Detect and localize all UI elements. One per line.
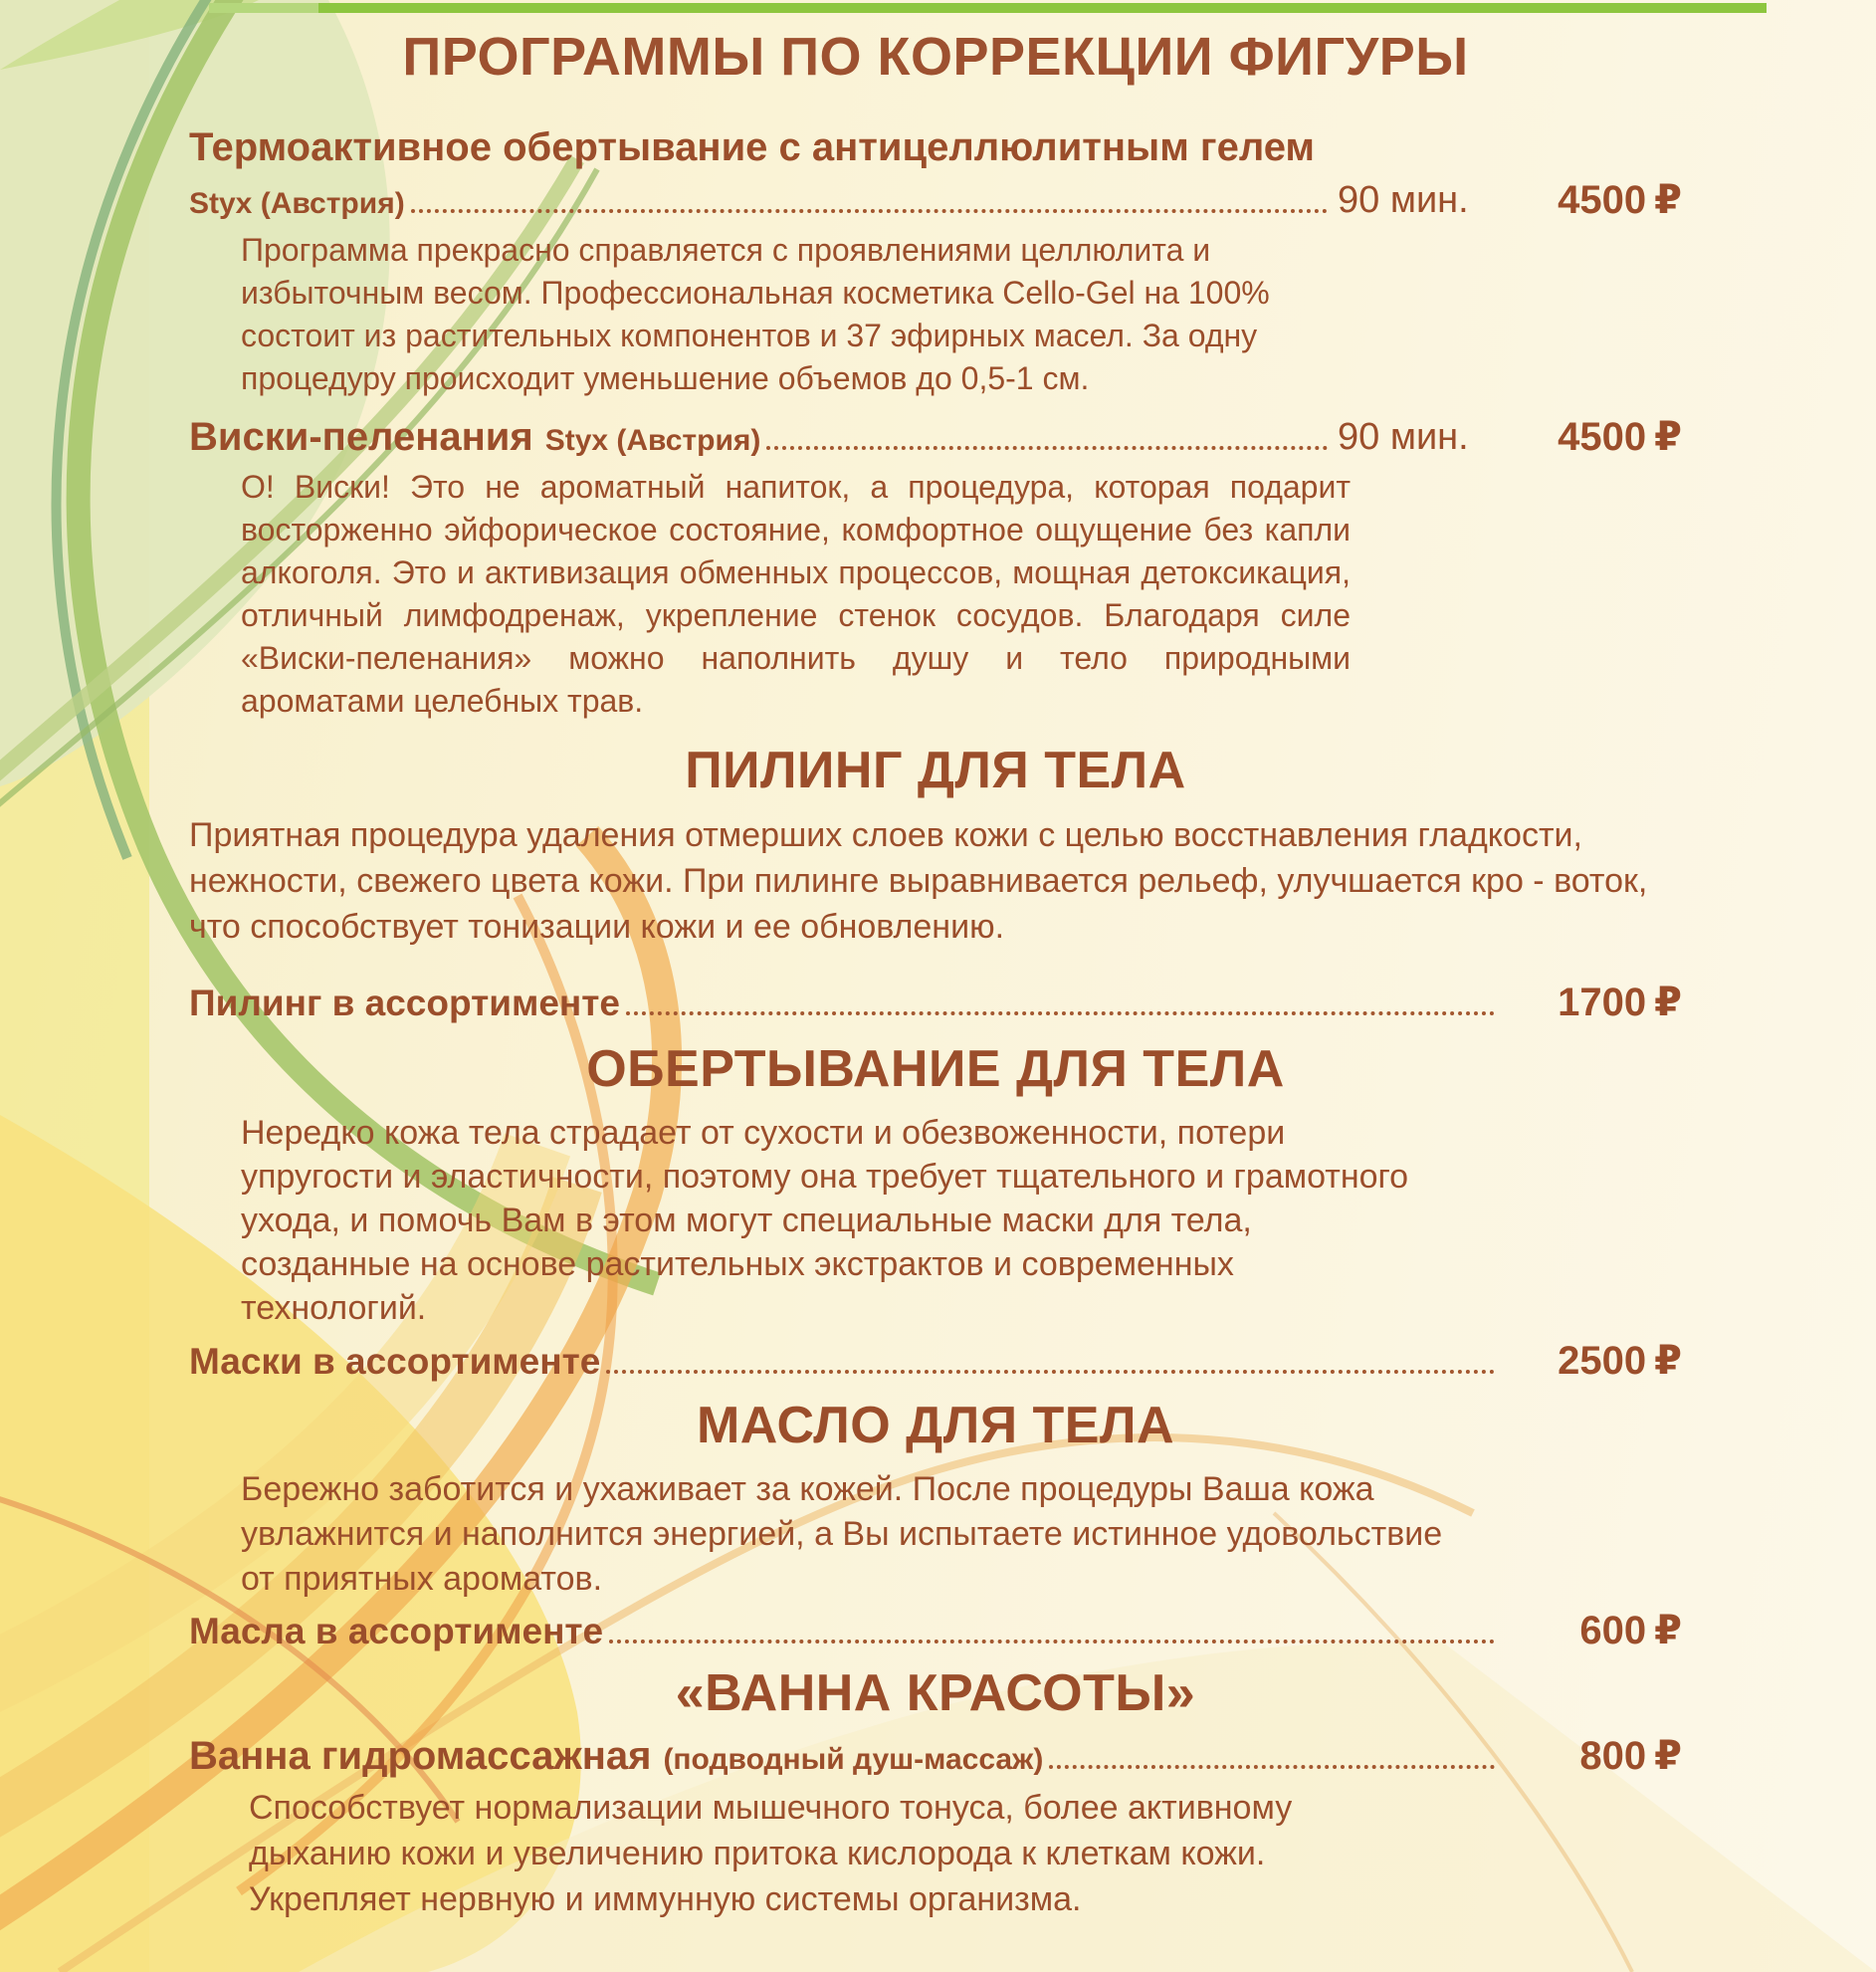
section-title-oil: МАСЛО ДЛЯ ТЕЛА xyxy=(696,1397,1175,1454)
section-wrap xyxy=(189,1039,1682,1384)
service-brand: Styx (Австрия) xyxy=(544,424,761,457)
ruble-sign: ₽ xyxy=(1654,980,1682,1025)
page-title: ПРОГРАММЫ ПО КОРРЕКЦИИ ФИГУРЫ xyxy=(402,27,1469,87)
dot-leader xyxy=(626,1011,1495,1015)
section-intro-wrap: Нередко кожа тела страдает от сухости и обезвоженности, потери упругости и эластичности, поэтому она требует тщательного и грамотного ухода, и помочь Вам в этом могут специальные маски для тела, созданные на основе растительных экстрактов и современных технологий. xyxy=(241,1114,1409,1327)
price-value: 600 xyxy=(1579,1609,1647,1652)
price-value: 4500 xyxy=(1558,178,1647,222)
price-value: 1700 xyxy=(1558,981,1647,1024)
service-price xyxy=(1505,1338,1682,1384)
dot-leader xyxy=(766,446,1328,450)
price-value: 4500 xyxy=(1558,415,1647,459)
price-row-hydro-bath xyxy=(189,1733,1682,1779)
section-correction xyxy=(189,123,1682,723)
price-row-masks xyxy=(189,1338,1682,1384)
service-description-whisky: О! Виски! Это не ароматный напиток, а процедура, которая подарит восторженно эйфорическое состояние, комфортное ощущение без капли алкоголя. Это и активизация обменных процессов, мощная детоксикация, отличный лимфодренаж, укрепление стенок сосудов. Благодаря силе «Виски-пеленания» можно наполнить душу и тело природными ароматами целебных трав. xyxy=(241,469,1351,719)
price-row-whisky xyxy=(189,414,1682,460)
service-duration: 90 мин. xyxy=(1338,416,1469,459)
service-price xyxy=(1505,177,1682,223)
price-value: 800 xyxy=(1579,1734,1647,1778)
service-note: (подводный душ-массаж) xyxy=(663,1743,1044,1776)
dot-leader xyxy=(1049,1765,1495,1769)
service-price xyxy=(1505,980,1682,1025)
service-name: Маски в ассортименте xyxy=(189,1340,601,1382)
service-name: Виски-пеленания xyxy=(189,415,533,459)
ruble-sign: ₽ xyxy=(1654,177,1682,223)
service-duration: 90 мин. xyxy=(1338,179,1469,222)
service-heading-thermo: Термоактивное обертывание с антицеллюлитным гелем xyxy=(189,125,1316,169)
service-name: Пилинг в ассортименте xyxy=(189,982,620,1023)
price-row-peeling xyxy=(189,980,1682,1025)
service-price xyxy=(1505,1733,1682,1779)
price-row-oils xyxy=(189,1608,1682,1653)
dot-leader xyxy=(609,1640,1495,1643)
ruble-sign: ₽ xyxy=(1654,1733,1682,1779)
section-intro-peeling: Приятная процедура удаления отмерших слоев кожи с целью восстнавления гладкости, нежности, свежего цвета кожи. При пилинге выравнивается рельеф, улучшается кро - воток, что способствует тонизации кожи и ее обновлению. xyxy=(189,816,1648,946)
dot-leader xyxy=(606,1370,1495,1374)
dot-leader xyxy=(411,209,1328,213)
service-price xyxy=(1505,1608,1682,1653)
section-title-wrap: ОБЕРТЫВАНИЕ ДЛЯ ТЕЛА xyxy=(586,1040,1285,1098)
ruble-sign: ₽ xyxy=(1654,414,1682,460)
service-price xyxy=(1505,414,1682,460)
service-brand: Styx (Австрия) xyxy=(189,187,405,220)
section-bath xyxy=(189,1663,1682,1922)
service-name: Ванна гидромассажная xyxy=(189,1734,652,1778)
price-list-content xyxy=(189,0,1682,1922)
ruble-sign: ₽ xyxy=(1654,1338,1682,1384)
price-row-thermo xyxy=(189,177,1682,223)
section-title-bath: «ВАННА КРАСОТЫ» xyxy=(675,1664,1196,1722)
section-peeling xyxy=(189,741,1682,1025)
section-intro-oil: Бережно заботится и ухаживает за кожей. После процедуры Ваша кожа увлажнится и наполнится энергией, а Вы испытаете истинное удовольствие от приятных ароматов. xyxy=(241,1470,1443,1598)
section-title-peeling: ПИЛИНГ ДЛЯ ТЕЛА xyxy=(685,742,1186,799)
service-description-bath: Способствует нормализации мышечного тонуса, более активному дыханию кожи и увеличению притока кислорода к клеткам кожи. Укрепляет нервную и иммунную системы организма. xyxy=(249,1789,1293,1918)
price-value: 2500 xyxy=(1558,1339,1647,1383)
service-name: Масла в ассортименте xyxy=(189,1610,604,1651)
section-oil xyxy=(189,1396,1682,1653)
service-description-thermo: Программа прекрасно справляется с проявлениями целлюлита и избыточным весом. Профессиональная косметика Cello-Gel на 100% состоит из растительных компонентов и 37 эфирных масел. За одну процедуру происходит уменьшение объемов до 0,5-1 см. xyxy=(241,232,1270,396)
ruble-sign: ₽ xyxy=(1654,1608,1682,1653)
